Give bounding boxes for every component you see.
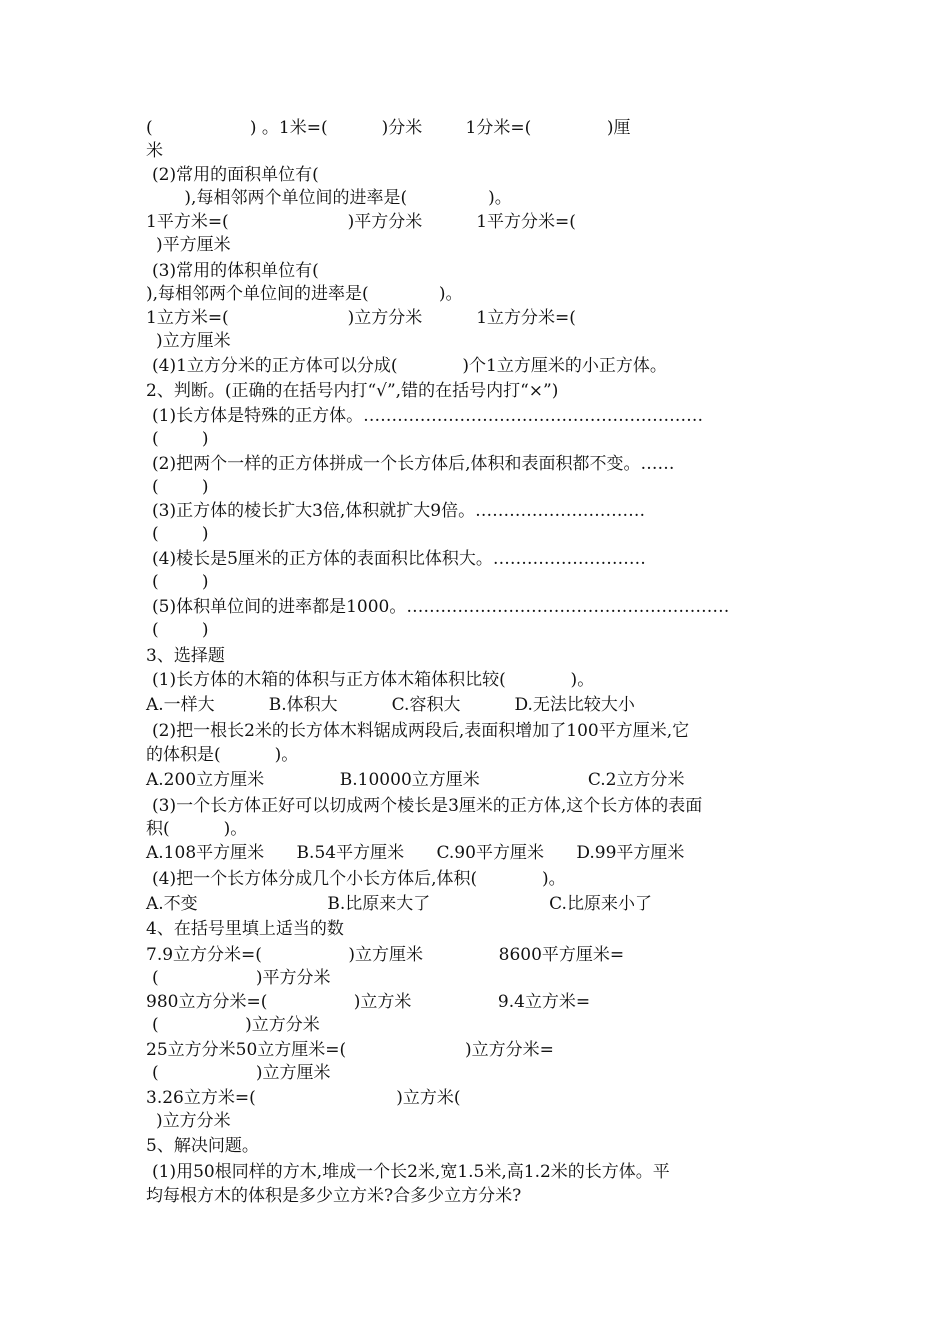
- judge-item-2-paren: ( ): [152, 477, 209, 497]
- line-q1-3-cont: ),每相邻两个单位间的进率是( )。: [146, 284, 463, 304]
- choice-q1-options: A.一样大 B.体积大 C.容积大 D.无法比较大小: [146, 695, 635, 715]
- choice-q4-options: A.不变 B.比原来大了 C.比原来小了: [146, 894, 652, 914]
- fill-row-2-cont: ( )立方分米: [152, 1015, 320, 1035]
- choice-q3: (3)一个长方体正好可以切成两个棱长是3厘米的正方体,这个长方体的表面: [152, 796, 703, 816]
- choice-q3-options: A.108平方厘米 B.54平方厘米 C.90平方厘米 D.99平方厘米: [146, 843, 685, 863]
- choice-q4: (4)把一个长方体分成几个小长方体后,体积( )。: [152, 869, 566, 889]
- section-4-heading: 4、在括号里填上适当的数: [146, 919, 344, 939]
- section-5-heading: 5、解决问题。: [146, 1136, 259, 1156]
- judge-item-1-paren: ( ): [152, 429, 209, 449]
- fill-row-3: 25立方分米50立方厘米=( )立方分米=: [146, 1040, 554, 1060]
- judge-item-3: (3)正方体的棱长扩大3倍,体积就扩大9倍。…………………………: [152, 501, 646, 521]
- fill-row-4: 3.26立方米=( )立方米(: [146, 1088, 461, 1108]
- problem-1: (1)用50根同样的方木,堆成一个长2米,宽1.5米,高1.2米的长方体。平: [152, 1162, 670, 1182]
- judge-item-4-paren: ( ): [152, 572, 209, 592]
- judge-item-3-paren: ( ): [152, 524, 209, 544]
- section-3-heading: 3、选择题: [146, 646, 225, 666]
- judge-item-5: (5)体积单位间的进率都是1000。…………………………………………………: [152, 597, 730, 617]
- line-volume-conv: 1立方米=( )立方分米 1立方分米=(: [146, 308, 576, 328]
- line-unit-length-cont: 米: [146, 141, 163, 161]
- fill-row-3-cont: ( )立方厘米: [152, 1063, 331, 1083]
- judge-item-2: (2)把两个一样的正方体拼成一个长方体后,体积和表面积都不变。……: [152, 454, 675, 474]
- line-unit-length: ( ) 。1米=( )分米 1分米=( )厘: [146, 118, 631, 138]
- judge-item-1: (1)长方体是特殊的正方体。……………………………………………………: [152, 406, 704, 426]
- judge-item-5-paren: ( ): [152, 620, 209, 640]
- fill-row-4-cont: )立方分米: [156, 1111, 231, 1131]
- line-area-conv: 1平方米=( )平方分米 1平方分米=(: [146, 212, 576, 232]
- choice-q2-cont: 的体积是( )。: [146, 745, 299, 765]
- section-2-heading: 2、判断。(正确的在括号内打“√”,错的在括号内打“×”): [146, 381, 559, 401]
- line-q1-4: (4)1立方分米的正方体可以分成( )个1立方厘米的小正方体。: [152, 356, 667, 376]
- choice-q3-cont: 积( )。: [146, 819, 248, 839]
- choice-q1: (1)长方体的木箱的体积与正方体木箱体积比较( )。: [152, 670, 595, 690]
- judge-item-4: (4)棱长是5厘米的正方体的表面积比体积大。………………………: [152, 549, 646, 569]
- line-q1-2: (2)常用的面积单位有(: [152, 165, 319, 185]
- choice-q2: (2)把一根长2米的长方体木料锯成两段后,表面积增加了100平方厘米,它: [152, 721, 690, 741]
- fill-row-1: 7.9立方分米=( )立方厘米 8600平方厘米=: [146, 945, 625, 965]
- choice-q2-options: A.200立方厘米 B.10000立方厘米 C.2立方分米: [146, 770, 685, 790]
- line-volume-conv-cont: )立方厘米: [156, 331, 231, 351]
- line-q1-2-cont: ),每相邻两个单位间的进率是( )。: [152, 188, 512, 208]
- fill-row-2: 980立方分米=( )立方米 9.4立方米=: [146, 992, 591, 1012]
- problem-1-cont: 均每根方木的体积是多少立方米?合多少立方分米?: [146, 1186, 522, 1206]
- line-area-conv-cont: )平方厘米: [156, 235, 231, 255]
- line-q1-3: (3)常用的体积单位有(: [152, 261, 319, 281]
- fill-row-1-cont: ( )平方分米: [152, 968, 331, 988]
